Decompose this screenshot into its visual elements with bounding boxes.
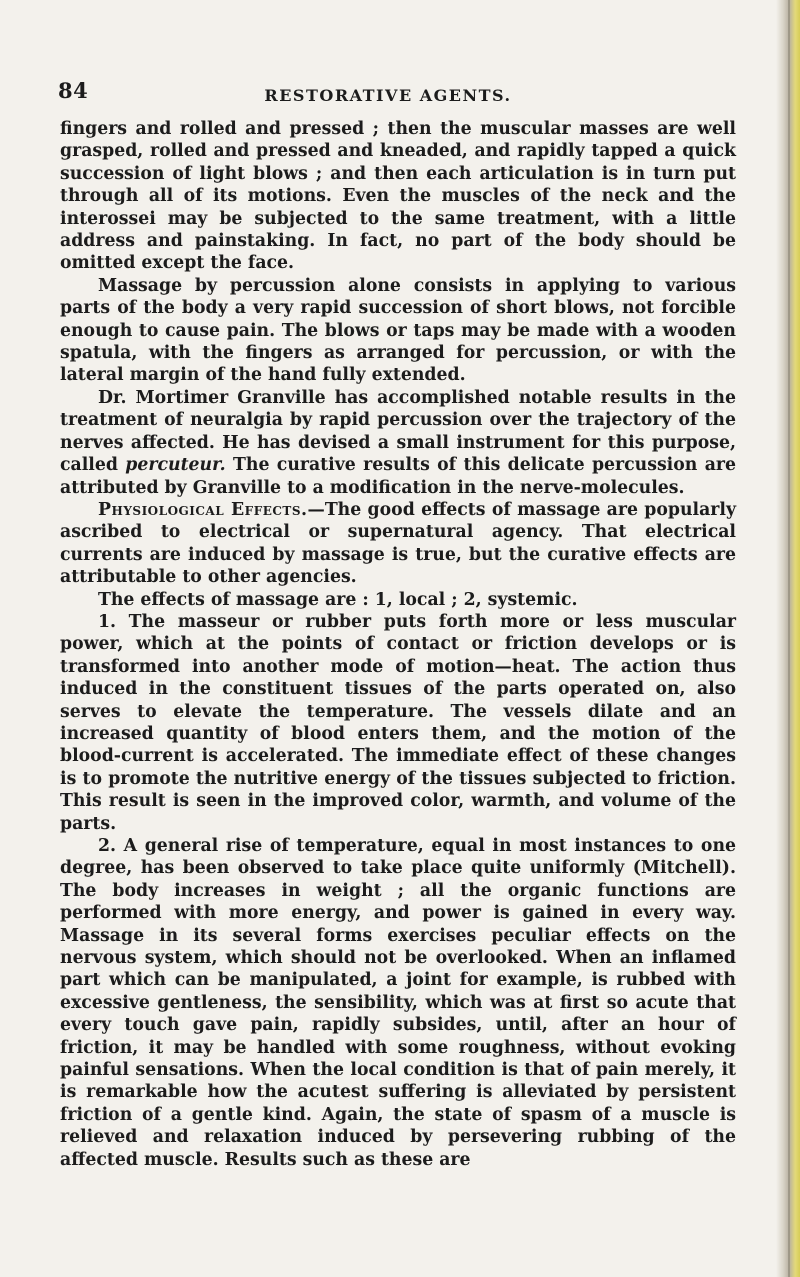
- page-edge-line: [788, 0, 790, 1277]
- paragraph-2: Massage by percussion alone consists in applying to various parts of the body a very rapid succession of short blows, not forcible enough to cause pain. The blows or taps may be made with a wooden spatula, with the fingers as arranged for percussion, or with the lateral margin of the hand fully extended.: [60, 275, 736, 386]
- section-heading: Physiological Effects.: [98, 499, 308, 520]
- page-number: 84: [58, 78, 89, 103]
- percuteur-term: percuteur.: [125, 455, 226, 476]
- paragraph-4: [60, 499, 736, 589]
- paragraph-3: [60, 387, 736, 499]
- paragraph-3-text-b: The curative results of this delicate percussion are attributed by Granville to a modification in the nerve-molecules.: [60, 455, 736, 498]
- paragraph-6: 1. The masseur or rubber puts forth more or less muscular power, which at the points of contact or friction develops or is transformed into another mode of motion—heat. The action thus induced in the constituent tissues of the parts operated on, also serves to elevate the temperature. The vessels dilate and an increased quantity of blood enters them, and the motion of the blood-current is accelerated. The immediate effect of these changes is to promote the nutritive energy of the tissues subjected to friction. This result is seen in the improved color, warmth, and volume of the parts.: [60, 611, 736, 834]
- paragraph-1: fingers and rolled and pressed ; then the muscular masses are well grasped, rolled and pressed and kneaded, and rapidly tapped a quick succession of light blows ; and then each articulation is in turn put through all of its motions. Even the muscles of the neck and the interossei may be subjected to the same treatment, with a little address and painstaking. In fact, no part of the body should be omitted except the face.: [60, 119, 736, 274]
- paragraph-5: The effects of massage are : 1, local ; 2, systemic.: [98, 589, 578, 610]
- paragraph-7: 2. A general rise of temperature, equal in most instances to one degree, has been observed to take place quite uniformly (Mitchell). The body increases in weight ; all the organic functions are performed with more energy, and power is gained in every way. Massage in its several forms exercises peculiar effects on the nervous system, which should not be overlooked. When an inflamed part which can be manipulated, a joint for example, is rubbed with excessive gentleness, the sensibility, which was at first so acute that every touch gave pain, rapidly subsides, until, after an hour of friction, it may be handled with some roughness, without evoking painful sensations. When the local condition is that of pain merely, it is remarkable how the acutest suffering is alleviated by persistent friction of a gentle kind. Again, the state of spasm of a muscle is relieved and relaxation induced by persevering rubbing of the affected muscle. Results such as these are: [60, 836, 736, 1170]
- running-head: RESTORATIVE AGENTS.: [264, 86, 512, 105]
- paragraph-4-text: —The good effects of massage are popularly ascribed to electrical or supernatural agency. That electrical currents are induced by massage is true, but the curative effects are attributable to other agencies.: [60, 499, 736, 588]
- body-text: [60, 118, 736, 1171]
- page-header: [0, 70, 776, 110]
- paragraph-3-text-a: Dr. Mortimer Granville has accomplished notable results in the treatment of neuralgia by rapid percussion over the trajectory of the nerves affected. He has devised a small instrument for this purpose, called: [60, 387, 736, 476]
